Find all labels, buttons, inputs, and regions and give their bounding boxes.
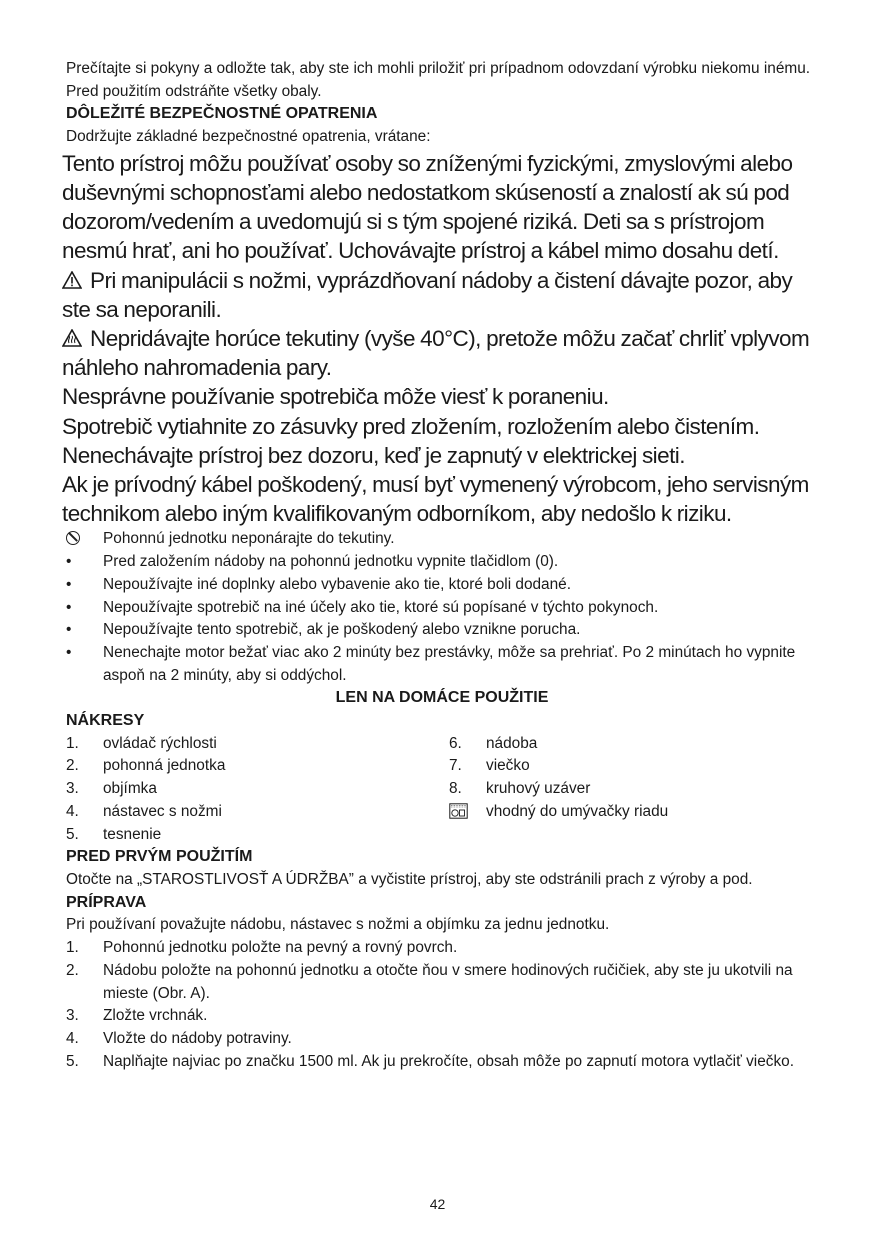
no-immerse-icon — [66, 531, 80, 545]
prep-step — [66, 1028, 818, 1051]
no-immerse-text: Pohonnú jednotku neponárajte do tekutiny. — [103, 530, 395, 548]
warning-unattended: Nenechávajte prístroj bez dozoru, keď je zapnutý v elektrickej sieti. — [62, 442, 685, 468]
dishwasher-safe-icon — [449, 803, 468, 819]
drawing-label: viečko — [486, 757, 530, 775]
large-warnings — [62, 149, 822, 529]
drawing-label: objímka — [103, 780, 157, 798]
bullet-item — [66, 574, 818, 597]
step-text: Nádobu položte na pohonnú jednotku a otočte ňou v smere hodinových ručičiek, aby ste ju ukotvili na mieste (Obr. A). — [103, 961, 793, 1002]
drawings-right-column — [449, 733, 818, 847]
drawing-number: 6. — [449, 734, 462, 752]
bullet-item — [66, 551, 818, 574]
prep-step — [66, 1005, 818, 1028]
dishwasher-label: vhodný do umývačky riadu — [486, 802, 669, 820]
drawing-item — [449, 755, 818, 778]
drawings-left-column — [66, 733, 449, 847]
drawing-item — [66, 755, 449, 778]
drawing-number: 1. — [66, 734, 79, 752]
drawings-list — [66, 733, 818, 847]
warning-blades — [62, 266, 822, 324]
warning-blades-text: Pri manipulácii s nožmi, vyprázdňovaní nádoby a čistení dávajte pozor, aby ste sa neporanili. — [62, 267, 793, 322]
bullet-item — [66, 619, 818, 642]
safety-heading: DÔLEŽITÉ BEZPEČNOSTNÉ OPATRENIA — [66, 105, 378, 123]
prep-step — [66, 937, 818, 960]
drawing-number: 5. — [66, 825, 79, 843]
household-use-heading: LEN NA DOMÁCE POUŽITIE — [335, 689, 549, 707]
manual-page — [62, 58, 818, 1073]
drawing-label: kruhový uzáver — [486, 780, 591, 798]
step-number: 3. — [66, 1007, 79, 1025]
warning-hot-liquid-text: Nepridávajte horúce tekutiny (vyše 40°C), pretože môžu začať chrliť vplyvom náhleho nahromadenia pary. — [62, 326, 810, 381]
step-text: Vložte do nádoby potraviny. — [103, 1029, 292, 1047]
drawing-label: ovládač rýchlosti — [103, 734, 217, 752]
prep-step — [66, 1051, 818, 1074]
step-text: Zložte vrchnák. — [103, 1007, 208, 1025]
drawing-label: tesnenie — [103, 825, 162, 843]
step-text: Pohonnú jednotku položte na pevný a rovný povrch. — [103, 939, 458, 957]
warning-triangle-icon — [62, 271, 82, 289]
drawing-number: 7. — [449, 757, 462, 775]
no-immerse-row — [66, 528, 818, 551]
hot-steam-warning-icon — [62, 329, 82, 347]
bullet-mark: • — [66, 598, 72, 616]
drawing-label: nástavec s nožmi — [103, 802, 222, 820]
bullet-mark: • — [66, 575, 72, 593]
drawing-item — [449, 733, 818, 756]
bullet-text: Nenechajte motor bežať viac ako 2 minúty bez prestávky, môže sa prehriať. Po 2 minútach ho vypnite aspoň na 2 minúty, aby si oddýchol. — [103, 643, 796, 684]
first-use-text: Otočte na „STAROSTLIVOSŤ A ÚDRŽBA” a vyčistite prístroj, aby ste odstránili prach z výroby a pod. — [66, 871, 753, 888]
bullet-mark: • — [66, 553, 72, 571]
drawing-number: 3. — [66, 780, 79, 798]
drawings-heading: NÁKRESY — [66, 712, 145, 730]
drawing-item — [66, 824, 449, 847]
bullet-text: Nepoužívajte tento spotrebič, ak je poškodený alebo vznikne porucha. — [103, 621, 581, 639]
bullet-mark: • — [66, 643, 72, 661]
bullet-text: Nepoužívajte iné doplnky alebo vybavenie ako tie, ktoré boli dodané. — [103, 575, 572, 593]
bullet-mark: • — [66, 621, 72, 639]
step-number: 2. — [66, 961, 79, 979]
safety-subtitle: Dodržujte základné bezpečnostné opatrenia, vrátane: — [66, 128, 431, 146]
warning-unplug: Spotrebič vytiahnite zo zásuvky pred zložením, rozložením alebo čistením. — [62, 413, 760, 439]
dishwasher-row — [449, 801, 818, 824]
bullet-item — [66, 597, 818, 620]
drawing-number: 2. — [66, 757, 79, 775]
drawing-item — [66, 778, 449, 801]
warning-misuse: Nesprávne používanie spotrebiča môže viesť k poraneniu. — [62, 384, 609, 410]
page-number: 42 — [429, 1196, 446, 1212]
bullet-text: Pred založením nádoby na pohonnú jednotku vypnite tlačidlom (0). — [103, 553, 559, 571]
step-text: Naplňajte najviac po značku 1500 ml. Ak ju prekročíte, obsah môže po zapnutí motora vytlačiť viečko. — [103, 1052, 795, 1070]
drawing-item — [66, 801, 449, 824]
preparation-text: Pri používaní považujte nádobu, nástavec s nožmi a objímku za jednu jednotku. — [66, 916, 610, 934]
prep-step — [66, 960, 818, 1005]
drawing-number: 8. — [449, 780, 462, 798]
drawing-label: nádoba — [486, 734, 538, 752]
warning-hot-liquid — [62, 324, 822, 382]
step-number: 1. — [66, 939, 79, 957]
first-use-heading: PRED PRVÝM POUŽITÍM — [66, 848, 253, 866]
step-number: 4. — [66, 1029, 79, 1047]
drawing-item — [66, 733, 449, 756]
bullet-text: Nepoužívajte spotrebič na iné účely ako tie, ktoré sú popísané v týchto pokynoch. — [103, 598, 659, 616]
intro-text: Prečítajte si pokyny a odložte tak, aby ste ich mohli priložiť pri prípadnom odovzdaní výrobku niekomu inému. Pred použitím odstráňte všetky obaly. — [66, 60, 811, 100]
step-number: 5. — [66, 1052, 79, 1070]
drawing-label: pohonná jednotka — [103, 757, 226, 775]
warning-supervision: Tento prístroj môžu používať osoby so zníženými fyzickými, zmyslovými alebo duševnými schopnosťami alebo nedostatkom skúseností a znalostí ak sú pod dozorom/vedením a uvedomujú si s tým spojené riziká. Deti sa s prístrojom nesmú hrať, ani ho používať. Uchovávajte prístroj a kábel mimo dosahu detí. — [62, 150, 793, 264]
bullet-item — [66, 642, 818, 687]
warning-cable: Ak je prívodný kábel poškodený, musí byť vymenený výrobcom, jeho servisným technikom alebo iným kvalifikovaným odborníkom, aby nedošlo k riziku. — [62, 472, 809, 527]
drawing-item — [449, 778, 818, 801]
drawing-number: 4. — [66, 802, 79, 820]
preparation-heading: PRÍPRAVA — [66, 893, 147, 911]
